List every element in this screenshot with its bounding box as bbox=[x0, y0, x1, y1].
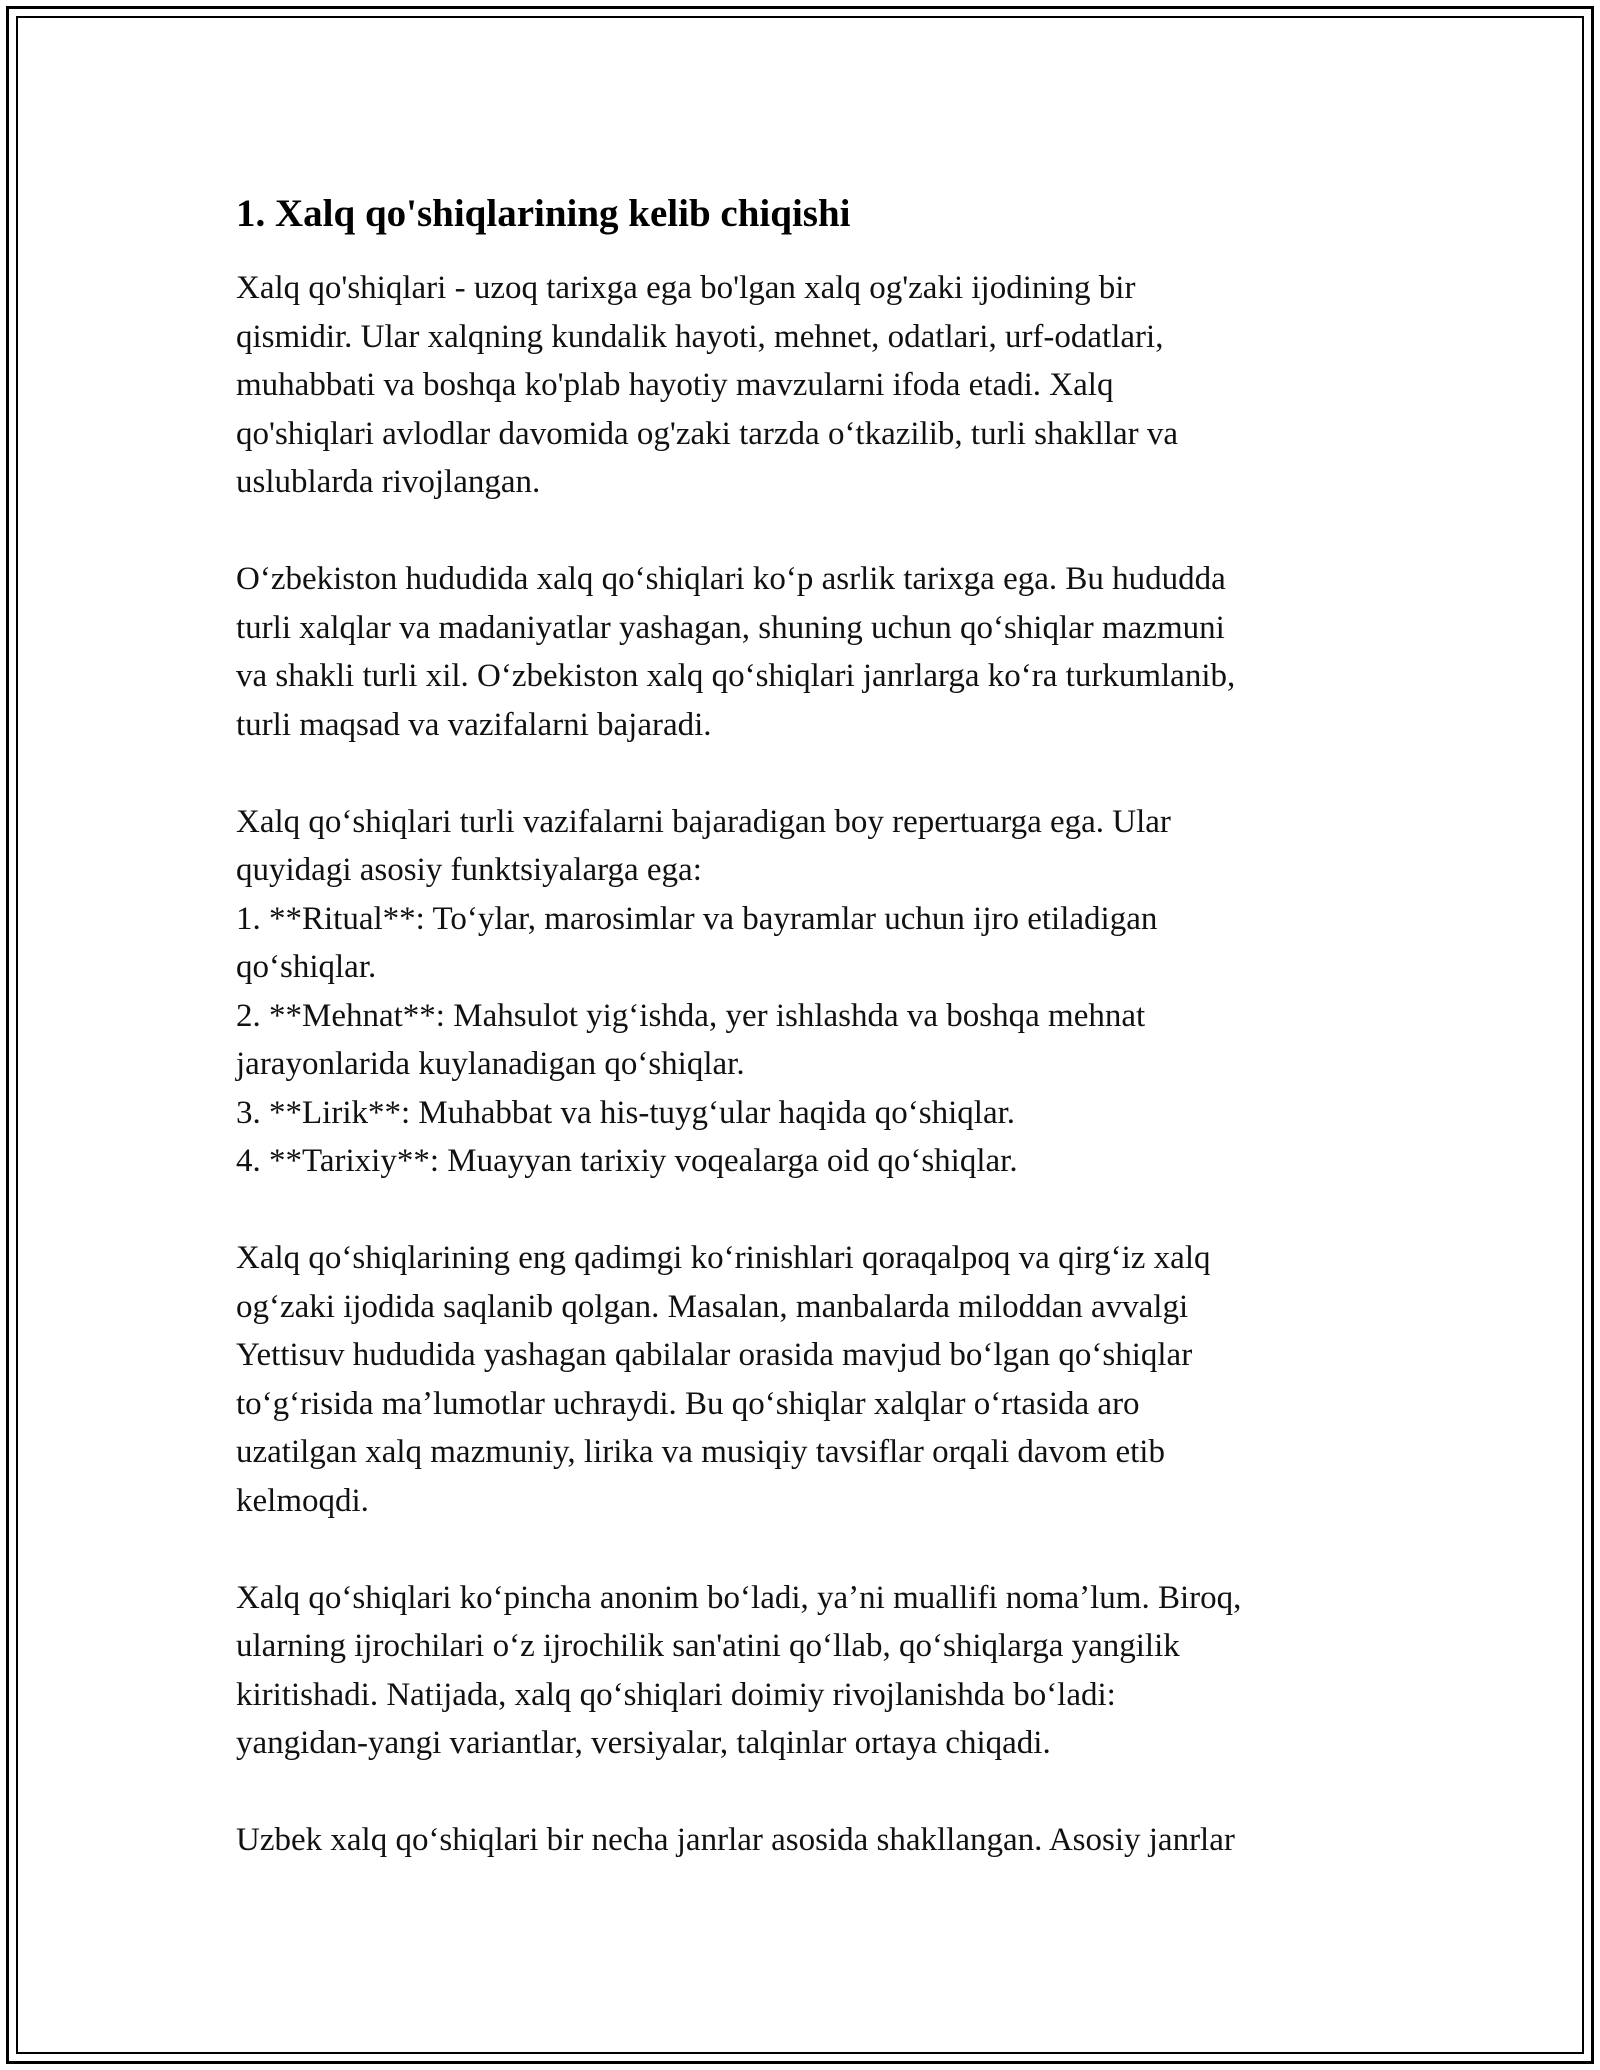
paragraph-functions bbox=[236, 798, 1366, 1186]
text-line: turli maqsad va vazifalarni bajaradi. bbox=[236, 706, 712, 743]
document-body bbox=[236, 186, 1366, 1913]
list-item-tarixiy: 4. **Tarixiy**: Muayyan tarixiy voqealarga oid qoʻshiqlar. bbox=[236, 1143, 1018, 1179]
text-line: Xalq qoʻshiqlari turli vazifalarni bajaradigan boy repertuarga ega. Ular bbox=[236, 803, 1171, 840]
list-item-mehnat: 2. **Mehnat**: Mahsulot yigʻishda, yer ishlashda va boshqa mehnat bbox=[236, 997, 1146, 1034]
text-line: qoʻshiqlar. bbox=[236, 949, 377, 985]
paragraph-history bbox=[236, 555, 1366, 749]
text-line: quyidagi asosiy funktsiyalarga ega: bbox=[236, 852, 702, 888]
text-line: jarayonlarida kuylanadigan qoʻshiqlar. bbox=[236, 1046, 745, 1082]
paragraph-ancient bbox=[236, 1234, 1366, 1525]
list-item-lirik: 3. **Lirik**: Muhabbat va his-tuygʻular haqida qoʻshiqlar. bbox=[236, 1094, 1016, 1131]
text-line: Uzbek xalq qoʻshiqlari bir necha janrlar asosida shakllangan. Asosiy janrlar bbox=[236, 1822, 1235, 1858]
text-line: Xalq qoʻshiqlari koʻpincha anonim boʻladi, yaʼni muallifi nomaʼlum. Biroq, bbox=[236, 1579, 1242, 1616]
text-line: qismidir. Ular xalqning kundalik hayoti, mehnet, odatlari, urf-odatlari, bbox=[236, 318, 1164, 355]
text-line: kiritishadi. Natijada, xalq qoʻshiqlari doimiy rivojlanishda boʻladi: bbox=[236, 1676, 1116, 1713]
text-line: turli xalqlar va madaniyatlar yashagan, shuning uchun qoʻshiqlar mazmuni bbox=[236, 609, 1225, 646]
text-line: kelmoqdi. bbox=[236, 1482, 369, 1519]
text-line: ogʻzaki ijodida saqlanib qolgan. Masalan, manbalarda miloddan avvalgi bbox=[236, 1288, 1189, 1325]
paragraph-intro bbox=[236, 264, 1366, 507]
text-line: uslublarda rivojlangan. bbox=[236, 464, 541, 500]
paragraph-genres bbox=[236, 1816, 1366, 1865]
text-line: Oʻzbekiston hududida xalq qoʻshiqlari koʻp asrlik tarixga ega. Bu hududda bbox=[236, 561, 1226, 597]
paragraph-anonymous bbox=[236, 1574, 1366, 1768]
text-line: Xalq qo'shiqlari - uzoq tarixga ega bo'lgan xalq og'zaki ijodining bir bbox=[236, 270, 1136, 306]
text-line: uzatilgan xalq mazmuniy, lirika va musiqiy tavsiflar orqali davom etib bbox=[236, 1434, 1165, 1470]
list-item-ritual: 1. **Ritual**: Toʻylar, marosimlar va bayramlar uchun ijro etiladigan bbox=[236, 900, 1158, 937]
text-line: ularning ijrochilari oʻz ijrochilik san'atini qoʻllab, qoʻshiqlarga yangilik bbox=[236, 1628, 1180, 1664]
text-line: Xalq qoʻshiqlarining eng qadimgi koʻrinishlari qoraqalpoq va qirgʻiz xalq bbox=[236, 1240, 1211, 1276]
text-line: qo'shiqlari avlodlar davomida og'zaki tarzda oʻtkazilib, turli shakllar va bbox=[236, 415, 1178, 452]
text-line: va shakli turli xil. Oʻzbekiston xalq qoʻshiqlari janrlarga koʻra turkumlanib, bbox=[236, 658, 1236, 694]
text-line: muhabbati va boshqa ko'plab hayotiy mavzularni ifoda etadi. Xalq bbox=[236, 367, 1114, 403]
text-line: toʻgʻrisida maʼlumotlar uchraydi. Bu qoʻshiqlar xalqlar oʻrtasida aro bbox=[236, 1385, 1140, 1422]
text-line: Yettisuv hududida yashagan qabilalar orasida mavjud boʻlgan qoʻshiqlar bbox=[236, 1337, 1193, 1373]
text-line: yangidan-yangi variantlar, versiyalar, talqinlar ortaya chiqadi. bbox=[236, 1725, 1051, 1761]
page-title: 1. Xalq qo'shiqlarining kelib chiqishi bbox=[236, 192, 851, 235]
